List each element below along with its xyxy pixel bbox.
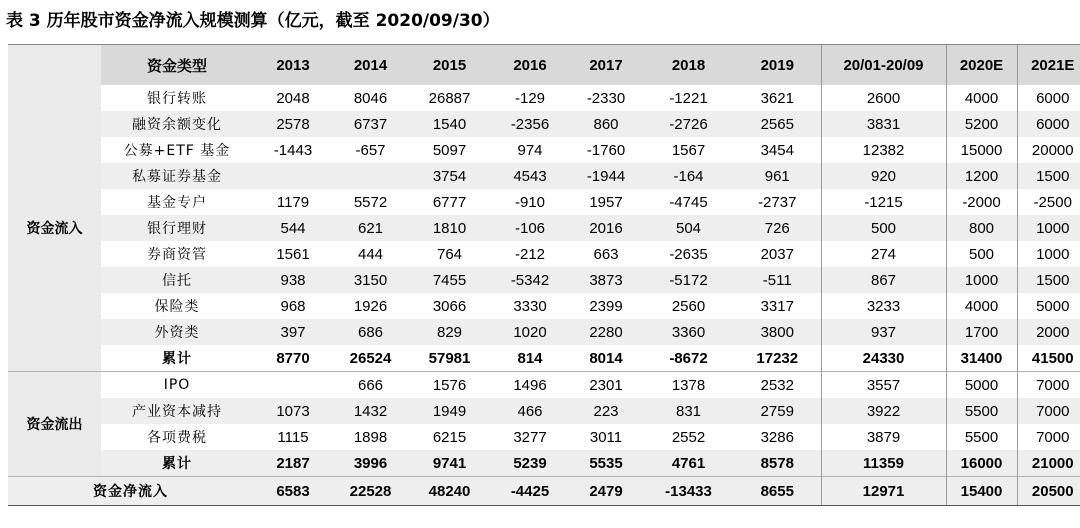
table-row	[8, 398, 1080, 424]
value-cell: 1432	[333, 398, 408, 424]
value-cell: 5500	[946, 424, 1017, 450]
value-cell: 1200	[946, 163, 1017, 189]
value-cell: 3454	[760, 141, 794, 159]
value-cell: 1500	[1017, 163, 1080, 189]
value-cell: 968	[280, 297, 306, 315]
table-row	[8, 372, 1080, 399]
value-cell: 26524	[349, 349, 392, 367]
header-type-label: 资金类型	[101, 45, 253, 86]
net-inflow-value: -13433	[643, 477, 734, 506]
value-cell: 814	[517, 349, 543, 367]
value-cell: 5535	[569, 450, 643, 477]
value-cell: -2737	[758, 193, 797, 211]
value-cell: -1760	[586, 141, 626, 159]
value-cell: 831	[643, 398, 734, 424]
value-cell: 1000	[946, 267, 1017, 293]
item-label: 保险类	[154, 299, 200, 315]
value-cell: 26887	[428, 89, 471, 107]
value-cell: 974	[517, 141, 543, 159]
value-cell: 15000	[946, 137, 1017, 163]
value-cell: 961	[734, 163, 821, 189]
value-cell: 7455	[408, 267, 491, 293]
value-cell: -129	[514, 89, 546, 107]
item-label: 各项费税	[147, 430, 207, 446]
value-cell: 5500	[946, 398, 1017, 424]
value-cell: 21000	[1017, 450, 1080, 477]
table-row	[8, 111, 1080, 137]
header-period-9: 2020E	[946, 45, 1017, 86]
value-cell: 274	[821, 241, 946, 267]
value-cell: 57981	[428, 349, 471, 367]
header-period-6: 2018	[643, 45, 734, 86]
value-cell	[333, 163, 408, 189]
value-cell: 666	[333, 372, 408, 399]
value-cell: -2000	[946, 189, 1017, 215]
value-cell: 397	[253, 319, 333, 345]
value-cell: 1179	[276, 193, 310, 211]
value-cell: 1576	[408, 372, 491, 399]
value-cell: 223	[569, 398, 643, 424]
value-cell: 938	[253, 267, 333, 293]
value-cell: 17232	[756, 349, 799, 367]
net-inflow-value: -4425	[491, 477, 569, 506]
table-row	[8, 267, 1080, 293]
value-cell: 31400	[946, 345, 1017, 372]
outflow-group-label: 资金流出	[8, 372, 101, 477]
value-cell: 504	[643, 215, 734, 241]
value-cell: 16000	[946, 450, 1017, 477]
value-cell: 2759	[734, 398, 821, 424]
item-label: 信托	[101, 267, 253, 293]
value-cell: 5000	[946, 372, 1017, 399]
value-cell: 5200	[946, 111, 1017, 137]
value-cell: 860	[569, 111, 643, 137]
value-cell: 6777	[432, 193, 467, 211]
net-inflow-row	[8, 477, 1080, 506]
table-row	[8, 85, 1080, 111]
header-period-2: 2014	[333, 45, 408, 86]
value-cell: 3277	[513, 428, 547, 446]
value-cell: 7000	[1017, 372, 1080, 399]
value-cell: 2000	[1017, 319, 1080, 345]
value-cell: 6215	[432, 428, 467, 446]
table-row	[8, 215, 1080, 241]
value-cell: 2578	[253, 111, 333, 137]
value-cell: 7000	[1017, 398, 1080, 424]
value-cell: 4000	[946, 293, 1017, 319]
value-cell: 8046	[353, 89, 388, 107]
net-inflow-value: 8655	[734, 477, 821, 506]
item-label: 公募+ETF 基金	[123, 143, 231, 159]
value-cell: 3360	[643, 319, 734, 345]
table-row	[8, 241, 1080, 267]
value-cell: 663	[593, 245, 619, 263]
value-cell: 686	[333, 319, 408, 345]
value-cell: 2552	[671, 428, 706, 446]
value-cell: 1567	[671, 141, 706, 159]
value-cell: -2356	[491, 111, 569, 137]
value-cell: 2037	[760, 245, 794, 263]
value-cell: 2600	[821, 85, 946, 111]
value-cell: 1378	[643, 372, 734, 399]
value-cell: -212	[514, 245, 546, 263]
value-cell: 544	[253, 215, 333, 241]
header-period-4: 2016	[491, 45, 569, 86]
net-inflow-value: 6583	[253, 477, 333, 506]
value-cell: -2500	[1017, 189, 1080, 215]
value-cell: 3879	[821, 424, 946, 450]
header-blank-cell	[8, 45, 101, 86]
value-cell: 3317	[760, 297, 794, 315]
value-cell: 5572	[353, 193, 388, 211]
value-cell: 41500	[1017, 345, 1080, 372]
inflow-group-label: 资金流入	[8, 85, 101, 372]
value-cell: 3800	[734, 319, 821, 345]
value-cell: 1000	[1017, 241, 1080, 267]
value-cell: 3621	[760, 89, 794, 107]
table-title: 表 3 历年股市资金净流入规模测算（亿元，截至 2020/09/30）	[6, 11, 500, 31]
item-label: 私募证券基金	[101, 163, 253, 189]
value-cell: 937	[821, 319, 946, 345]
value-cell: 8578	[734, 450, 821, 477]
value-cell: 3922	[821, 398, 946, 424]
value-cell: 1020	[491, 319, 569, 345]
table-row	[8, 424, 1080, 450]
value-cell: 1957	[589, 193, 623, 211]
item-label: 外资类	[101, 319, 253, 345]
value-cell	[253, 372, 333, 399]
value-cell: 20000	[1017, 137, 1080, 163]
item-label: 银行转账	[147, 91, 207, 107]
value-cell	[253, 163, 333, 189]
value-cell: 6000	[1017, 85, 1080, 111]
item-label: 融资余额变化	[101, 111, 253, 137]
net-inflow-value: 20500	[1017, 477, 1080, 506]
net-inflow-value: 15400	[946, 477, 1017, 506]
value-cell: -511	[734, 267, 821, 293]
value-cell: 2399	[589, 297, 623, 315]
value-cell: 920	[821, 163, 946, 189]
value-cell: 2016	[569, 215, 643, 241]
item-label: IPO	[101, 372, 253, 399]
value-cell: 6737	[333, 111, 408, 137]
header-period-7: 2019	[734, 45, 821, 86]
value-cell: -106	[491, 215, 569, 241]
value-cell: 24330	[821, 345, 946, 372]
value-cell: -8672	[669, 349, 708, 367]
header-period-3: 2015	[408, 45, 491, 86]
value-cell: 1926	[353, 297, 388, 315]
header-period-1: 2013	[253, 45, 333, 86]
value-cell: 8014	[589, 349, 623, 367]
item-label: 券商资管	[147, 247, 207, 263]
value-cell: 726	[734, 215, 821, 241]
cumulative-label: 累计	[162, 351, 192, 367]
net-inflow-value: 2479	[569, 477, 643, 506]
value-cell: 764	[436, 245, 463, 263]
value-cell: -5172	[643, 267, 734, 293]
value-cell: 5000	[1017, 293, 1080, 319]
value-cell: -1443	[273, 141, 313, 159]
value-cell: 3831	[821, 111, 946, 137]
net-inflow-value: 22528	[333, 477, 408, 506]
table-row	[8, 137, 1080, 163]
value-cell: 1540	[408, 111, 491, 137]
value-cell: -910	[514, 193, 546, 211]
value-cell: 3873	[569, 267, 643, 293]
value-cell: -657	[355, 141, 386, 159]
value-cell: 466	[491, 398, 569, 424]
net-inflow-label: 资金净流入	[8, 477, 253, 506]
value-cell: 3330	[513, 297, 547, 315]
cumulative-label: 累计	[101, 450, 253, 477]
value-cell: -2330	[586, 89, 626, 107]
value-cell: 3286	[760, 428, 794, 446]
item-label: 基金专户	[147, 195, 207, 211]
value-cell: 1949	[408, 398, 491, 424]
value-cell: -1944	[569, 163, 643, 189]
value-cell: 11359	[821, 450, 946, 477]
value-cell: 500	[821, 215, 946, 241]
value-cell: -5342	[491, 267, 569, 293]
value-cell: 867	[821, 267, 946, 293]
value-cell: -4745	[669, 193, 708, 211]
header-row	[8, 45, 1080, 86]
value-cell: 1700	[946, 319, 1017, 345]
value-cell: 12382	[821, 137, 946, 163]
value-cell: 2560	[671, 297, 706, 315]
net-inflow-value: 12971	[821, 477, 946, 506]
value-cell: 1898	[353, 428, 388, 446]
value-cell: 7000	[1017, 424, 1080, 450]
value-cell: -164	[643, 163, 734, 189]
value-cell: 3066	[432, 297, 467, 315]
value-cell: 5239	[491, 450, 569, 477]
value-cell: -1221	[669, 89, 708, 107]
value-cell: 800	[946, 215, 1017, 241]
header-period-10: 2021E	[1017, 45, 1080, 86]
value-cell: 9741	[408, 450, 491, 477]
value-cell: 3754	[408, 163, 491, 189]
table-body	[8, 45, 1080, 506]
item-label: 产业资本减持	[101, 398, 253, 424]
value-cell: 4543	[491, 163, 569, 189]
table-row	[8, 293, 1080, 319]
value-cell: 1561	[276, 245, 310, 263]
value-cell: 3150	[333, 267, 408, 293]
value-cell: 829	[408, 319, 491, 345]
value-cell: 3233	[821, 293, 946, 319]
value-cell: 3557	[821, 372, 946, 399]
table-row	[8, 450, 1080, 477]
value-cell: 3996	[333, 450, 408, 477]
header-period-8: 20/01-20/09	[821, 45, 946, 86]
table-row	[8, 189, 1080, 215]
value-cell: 1000	[1017, 215, 1080, 241]
value-cell: 621	[333, 215, 408, 241]
value-cell: 1496	[491, 372, 569, 399]
value-cell: 1115	[277, 428, 309, 446]
value-cell: 2187	[253, 450, 333, 477]
value-cell: 4761	[643, 450, 734, 477]
value-cell: 1810	[408, 215, 491, 241]
value-cell: 2048	[276, 89, 310, 107]
value-cell: 5097	[432, 141, 467, 159]
table-row	[8, 345, 1080, 372]
value-cell: 6000	[1017, 111, 1080, 137]
value-cell: 2565	[734, 111, 821, 137]
value-cell: 8770	[276, 349, 310, 367]
header-period-5: 2017	[569, 45, 643, 86]
value-cell: 500	[946, 241, 1017, 267]
value-cell: 4000	[946, 85, 1017, 111]
item-label: 银行理财	[101, 215, 253, 241]
value-cell: 2532	[734, 372, 821, 399]
value-cell: -1215	[821, 189, 946, 215]
value-cell: 3011	[589, 428, 623, 446]
value-cell: 2280	[569, 319, 643, 345]
value-cell: 2301	[569, 372, 643, 399]
value-cell: 1073	[253, 398, 333, 424]
table-row	[8, 319, 1080, 345]
fund-flow-table	[8, 44, 1080, 506]
net-inflow-value: 48240	[408, 477, 491, 506]
value-cell: -2635	[669, 245, 708, 263]
value-cell: 444	[357, 245, 384, 263]
table-row	[8, 163, 1080, 189]
value-cell: 1500	[1017, 267, 1080, 293]
value-cell: -2726	[643, 111, 734, 137]
